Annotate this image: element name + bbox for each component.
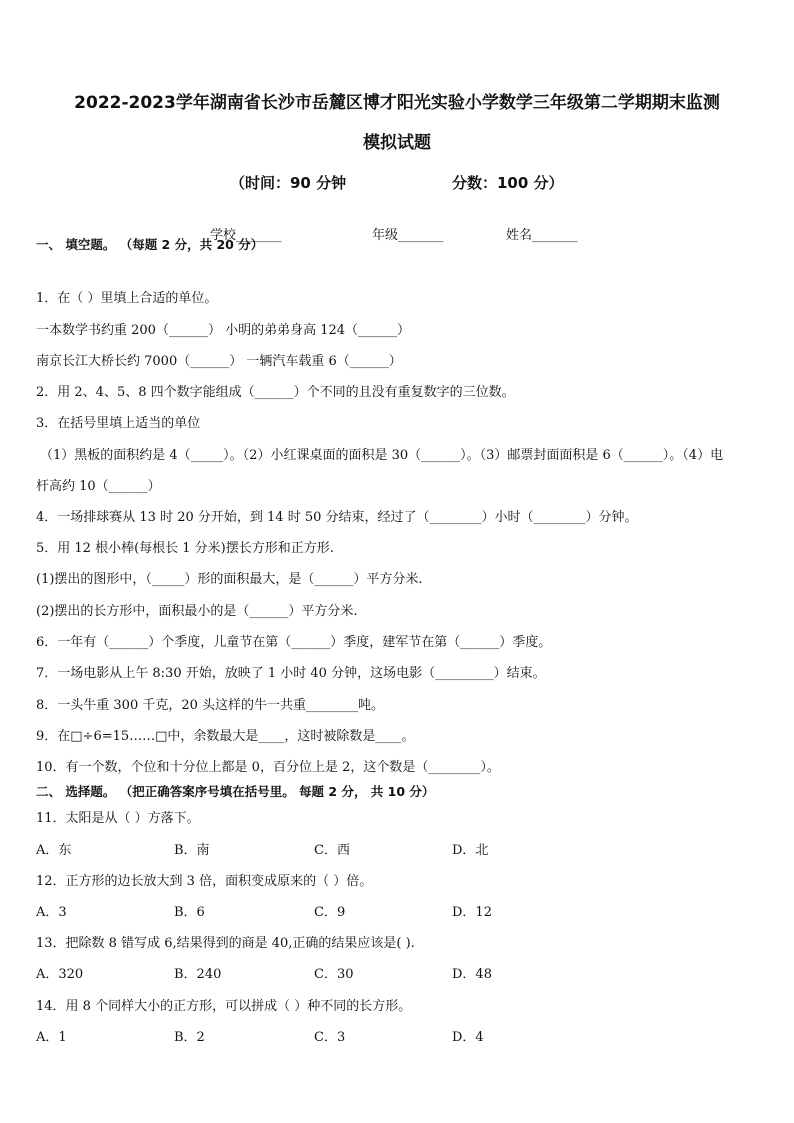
option-b[interactable]: B．240 xyxy=(174,967,222,982)
fill-line: 4．一场排球赛从 13 时 20 分开始，到 14 时 50 分结束，经过了（________）小时（________）分钟。 xyxy=(36,510,638,525)
option-a[interactable]: A．1 xyxy=(36,1030,67,1045)
option-c[interactable]: C．西 xyxy=(314,843,350,858)
option-a[interactable]: A．3 xyxy=(36,905,67,920)
fill-line: （1）黑板的面积约是 4（_____）。（2）小红课桌面的面积是 30（______）。（3）邮票封面面积是 6（______）。（4）电 xyxy=(40,448,724,463)
school-field[interactable]: 学校_______ xyxy=(210,228,282,243)
fill-line: 3．在括号里填上适当的单位 xyxy=(36,416,201,431)
section2-heading: 二、 选择题。 （把正确答案序号填在括号里。 每题 2 分， 共 10 分） xyxy=(36,784,435,799)
options-row xyxy=(36,904,736,922)
option-c[interactable]: C．30 xyxy=(314,967,354,982)
exam-score: 分数：100 分） xyxy=(452,174,564,192)
fill-line: 一本数学书约重 200（______） 小明的弟弟身高 124（______） xyxy=(36,323,411,338)
options-row xyxy=(36,1029,736,1047)
option-d[interactable]: D．48 xyxy=(452,967,492,982)
options-row xyxy=(36,966,736,984)
exam-time: （时间：90 分钟 xyxy=(230,174,347,192)
option-b[interactable]: B．2 xyxy=(174,1030,205,1045)
option-d[interactable]: D．12 xyxy=(452,905,492,920)
exam-meta xyxy=(0,172,794,194)
grade-field[interactable]: 年级_______ xyxy=(372,228,444,243)
section1-heading: 一、 填空题。 （每题 2 分，共 20 分） xyxy=(36,237,264,252)
option-a[interactable]: A．东 xyxy=(36,843,72,858)
fill-line: 1．在（ ）里填上合适的单位。 xyxy=(36,291,218,306)
option-d[interactable]: D．北 xyxy=(452,843,489,858)
question-stem: 14．用 8 个同样大小的正方形，可以拼成（ ）种不同的长方形。 xyxy=(36,999,412,1014)
question-stem: 11．太阳是从（ ）方落下。 xyxy=(36,811,200,826)
fill-line: 6．一年有（______）个季度，儿童节在第（______）季度，建军节在第（______）季度。 xyxy=(36,635,552,650)
option-c[interactable]: C．9 xyxy=(314,905,346,920)
fill-line: 10．有一个数，个位和十分位上都是 0，百分位上是 2，这个数是（________）。 xyxy=(36,760,500,775)
exam-title-line2: 模拟试题 xyxy=(363,133,431,153)
question-stem: 12．正方形的边长放大到 3 倍，面积变成原来的（ ）倍。 xyxy=(36,874,373,889)
exam-title-line1: 2022-2023学年湖南省长沙市岳麓区博才阳光实验小学数学三年级第二学期期末监测 xyxy=(74,93,720,113)
name-field[interactable]: 姓名_______ xyxy=(506,228,578,243)
fill-line: 5．用 12 根小棒(每根长 1 分米)摆长方形和正方形. xyxy=(36,541,334,556)
fill-line: 杆高约 10（______） xyxy=(36,479,161,494)
fill-line: 8．一头牛重 300 千克，20 头这样的牛一共重________吨。 xyxy=(36,698,385,713)
question-stem: 13．把除数 8 错写成 6,结果得到的商是 40,正确的结果应该是( ). xyxy=(36,936,415,951)
option-b[interactable]: B．6 xyxy=(174,905,205,920)
options-row xyxy=(36,842,736,860)
option-a[interactable]: A．320 xyxy=(36,967,84,982)
option-c[interactable]: C．3 xyxy=(314,1030,346,1045)
fill-line: (2)摆出的长方形中，面积最小的是（______）平方分米. xyxy=(36,604,358,619)
fill-line: 9．在□÷6=15……□中，余数最大是____，这时被除数是____。 xyxy=(36,729,415,744)
option-d[interactable]: D．4 xyxy=(452,1030,484,1045)
fill-line: 7．一场电影从上午 8:30 开始，放映了 1 小时 40 分钟，这场电影（_________）结束。 xyxy=(36,666,546,681)
fill-line: 2．用 2、4、5、8 四个数字能组成（______）个不同的且没有重复数字的三位数。 xyxy=(36,385,515,400)
option-b[interactable]: B．南 xyxy=(174,843,210,858)
fill-line: (1)摆出的图形中，（_____）形的面积最大，是（______）平方分米. xyxy=(36,572,423,587)
fill-line: 南京长江大桥长约 7000（______） 一辆汽车载重 6（______） xyxy=(36,354,402,369)
